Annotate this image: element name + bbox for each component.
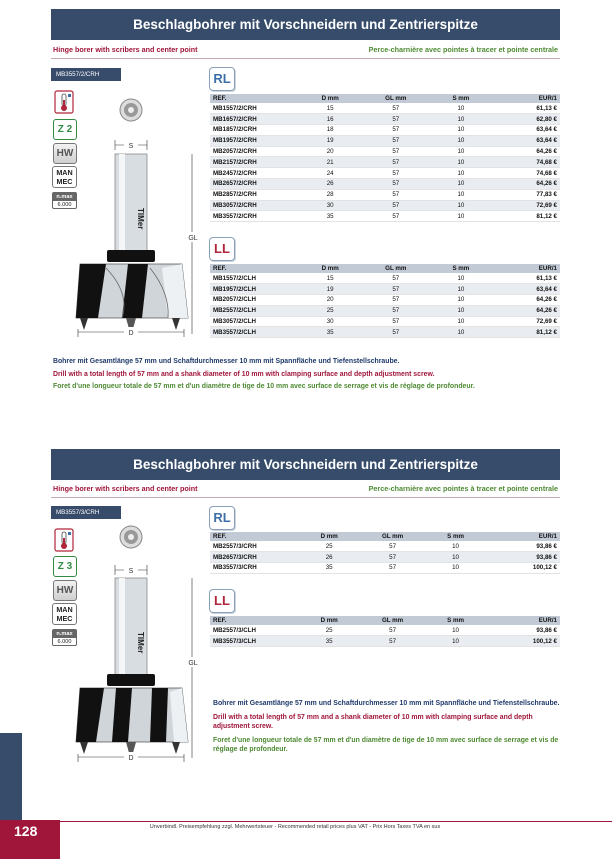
man-label: MAN: [56, 605, 73, 614]
cell-s: 10: [431, 168, 490, 179]
table-row: [210, 316, 560, 327]
col-ref: REF.: [210, 616, 300, 625]
col-d: D mm: [300, 616, 358, 625]
cell-price: 64,26 €: [491, 305, 560, 316]
table-row: [210, 135, 560, 146]
table-row: [210, 636, 560, 647]
cell-price: 72,69 €: [491, 200, 560, 211]
gl-dimension-label: GL: [188, 235, 198, 242]
cell-d: 25: [300, 541, 358, 552]
table-row: [210, 189, 560, 200]
cell-s: 10: [431, 211, 490, 222]
section-2-divider: [51, 497, 560, 498]
col-ref: REF.: [210, 94, 300, 103]
section-2-subtitle-en: Hinge borer with scribers and center point: [53, 484, 198, 493]
cell-d: 28: [300, 189, 360, 200]
table-row: [210, 125, 560, 136]
page-side-tab: [0, 733, 22, 820]
col-gl: GL mm: [360, 94, 431, 103]
teeth-count-badge: Z 3: [53, 556, 77, 577]
cell-gl: 57: [358, 552, 426, 563]
cell-s: 10: [427, 636, 485, 647]
gl-dimension-label: GL: [188, 660, 198, 667]
table-header-row: [210, 94, 560, 103]
cell-price: 64,26 €: [491, 179, 560, 190]
max-speed-label: n.max: [53, 630, 76, 638]
cell-d: 18: [300, 125, 360, 136]
ll-price-table-1: [210, 264, 560, 338]
cell-ref: MB2657/3/CRH: [210, 552, 300, 563]
cell-ref: MB3057/2/CRH: [210, 200, 300, 211]
cell-price: 81,12 €: [491, 327, 560, 338]
cell-ref: MB3557/2/CRH: [210, 211, 300, 222]
section-1-divider: [51, 58, 560, 59]
hw-material-badge: HW: [53, 143, 77, 164]
cell-d: 16: [300, 114, 360, 125]
brand-logo: TIMer: [136, 632, 145, 654]
cell-s: 10: [431, 114, 490, 125]
cell-s: 10: [431, 103, 490, 114]
table-row: [210, 211, 560, 222]
cell-d: 20: [300, 295, 360, 306]
table-row: [210, 146, 560, 157]
cell-gl: 57: [360, 179, 431, 190]
table-row: [210, 625, 560, 636]
cell-ref: MB3557/3/CLH: [210, 636, 300, 647]
col-gl: GL mm: [358, 616, 426, 625]
cell-ref: MB1657/2/CRH: [210, 114, 300, 125]
table-row: [210, 284, 560, 295]
cell-gl: 57: [358, 563, 426, 574]
cell-ref: MB2457/2/CRH: [210, 168, 300, 179]
cell-s: 10: [431, 284, 490, 295]
cell-ref: MB2057/2/CRH: [210, 146, 300, 157]
description-fr: Foret d'une longueur totale de 57 mm et d'un diamètre de tige de 10 mm avec surface de serrage et vis de réglage de profondeur.: [213, 736, 559, 753]
cell-price: 64,26 €: [491, 146, 560, 157]
cell-price: 63,64 €: [491, 125, 560, 136]
col-price: EUR/1: [484, 532, 560, 541]
ll-price-table-2: [210, 616, 560, 647]
cell-d: 35: [300, 211, 360, 222]
rl-right-hand-tag: RL: [209, 506, 235, 530]
cell-price: 77,83 €: [491, 189, 560, 200]
col-ref: REF.: [210, 264, 300, 273]
max-speed-value: 6.000: [57, 202, 72, 208]
cell-price: 74,68 €: [491, 157, 560, 168]
cell-s: 10: [431, 200, 490, 211]
cell-s: 10: [431, 179, 490, 190]
cell-price: 63,64 €: [491, 284, 560, 295]
cell-price: 100,12 €: [484, 636, 560, 647]
cell-ref: MB1957/2/CRH: [210, 135, 300, 146]
teeth-count-badge: Z 2: [53, 119, 77, 140]
rl-price-table-1: [210, 94, 560, 222]
cell-price: 63,64 €: [491, 135, 560, 146]
section-2-product-code: MB3557/3/CRH: [51, 506, 121, 519]
col-gl: GL mm: [360, 264, 431, 273]
cell-price: 93,86 €: [484, 552, 560, 563]
table-header-row: [210, 532, 560, 541]
cell-gl: 57: [360, 157, 431, 168]
drill-technical-drawing: [70, 520, 205, 772]
s-dimension-label: S: [128, 568, 134, 575]
cell-gl: 57: [360, 273, 431, 284]
cell-price: 93,86 €: [484, 625, 560, 636]
s-dimension-label: S: [128, 143, 134, 150]
col-s: S mm: [427, 532, 485, 541]
hw-material-badge: HW: [53, 580, 77, 601]
cell-d: 19: [300, 135, 360, 146]
cell-gl: 57: [360, 125, 431, 136]
rl-price-table-2: [210, 532, 560, 574]
footer-price-note: Unverbindl. Preisempfehlung zzgl. Mehrwertsteuer - Recommended retail prices plus VAT - Prix Hors Taxes TVA en sus: [149, 824, 441, 830]
footer-divider: [60, 821, 612, 822]
section-1-title: Beschlagbohrer mit Vorschneidern und Zentrierspitze: [51, 9, 560, 40]
cell-s: 10: [431, 273, 490, 284]
rl-right-hand-tag: RL: [209, 67, 235, 91]
cell-d: 25: [300, 305, 360, 316]
cell-price: 81,12 €: [491, 211, 560, 222]
cell-d: 24: [300, 168, 360, 179]
cell-s: 10: [431, 316, 490, 327]
cell-ref: MB1557/2/CRH: [210, 103, 300, 114]
man-label: MAN: [56, 168, 73, 177]
table-row: [210, 541, 560, 552]
cell-price: 100,12 €: [484, 563, 560, 574]
cell-d: 19: [300, 284, 360, 295]
ll-left-hand-tag: LL: [209, 237, 235, 261]
cell-s: 10: [427, 552, 485, 563]
table-row: [210, 157, 560, 168]
table-row: [210, 552, 560, 563]
page-number: 128: [0, 820, 60, 859]
table-row: [210, 273, 560, 284]
cell-gl: 57: [360, 295, 431, 306]
table-row: [210, 305, 560, 316]
cell-ref: MB2557/3/CLH: [210, 625, 300, 636]
cell-price: 61,13 €: [491, 103, 560, 114]
section-2-subtitle-row: [51, 483, 560, 496]
cell-ref: MB3557/3/CRH: [210, 563, 300, 574]
section-2-title: Beschlagbohrer mit Vorschneidern und Zentrierspitze: [51, 449, 560, 480]
col-s: S mm: [431, 264, 490, 273]
cell-ref: MB3057/2/CLH: [210, 316, 300, 327]
cell-d: 35: [300, 327, 360, 338]
description-de: Bohrer mit Gesamtlänge 57 mm und Schaftdurchmesser 10 mm mit Spannfläche und Tiefenstellschraube.: [213, 700, 560, 707]
cell-ref: MB2557/2/CLH: [210, 305, 300, 316]
col-ref: REF.: [210, 532, 300, 541]
cell-d: 20: [300, 146, 360, 157]
table-row: [210, 295, 560, 306]
cell-s: 10: [427, 541, 485, 552]
table-row: [210, 103, 560, 114]
cell-s: 10: [427, 625, 485, 636]
cell-gl: 57: [360, 284, 431, 295]
table-row: [210, 200, 560, 211]
cell-ref: MB1557/2/CLH: [210, 273, 300, 284]
cell-s: 10: [431, 125, 490, 136]
description-fr: Foret d'une longueur totale de 57 mm et d'un diamètre de tige de 10 mm avec surface de serrage et vis de réglage de profondeur.: [53, 383, 475, 390]
cell-s: 10: [431, 327, 490, 338]
table-row: [210, 168, 560, 179]
cell-price: 62,80 €: [491, 114, 560, 125]
col-price: EUR/1: [484, 616, 560, 625]
cell-s: 10: [431, 146, 490, 157]
table-header-row: [210, 616, 560, 625]
cell-gl: 57: [360, 103, 431, 114]
cell-gl: 57: [360, 135, 431, 146]
section-1-subtitle-fr: Perce-charnière avec pointes à tracer et pointe centrale: [368, 45, 558, 54]
table-header-row: [210, 264, 560, 273]
d-dimension-label: D: [128, 755, 134, 762]
table-row: [210, 179, 560, 190]
max-speed-value: 6.000: [57, 639, 72, 645]
cell-gl: 57: [360, 305, 431, 316]
section-1-product-code: MB3557/2/CRH: [51, 68, 121, 81]
cell-s: 10: [431, 157, 490, 168]
cell-ref: MB2857/2/CRH: [210, 189, 300, 200]
section-2-description: [213, 699, 563, 755]
mec-label: MEC: [56, 177, 73, 186]
cell-gl: 57: [360, 114, 431, 125]
d-dimension-label: D: [128, 330, 134, 337]
cell-d: 21: [300, 157, 360, 168]
col-s: S mm: [427, 616, 485, 625]
cell-ref: MB2157/2/CRH: [210, 157, 300, 168]
max-speed-label: n.max: [53, 193, 76, 201]
section-1-subtitle-en: Hinge borer with scribers and center point: [53, 45, 198, 54]
section-1-description: [53, 357, 563, 392]
cell-ref: MB1957/2/CLH: [210, 284, 300, 295]
table-row: [210, 114, 560, 125]
cell-ref: MB1857/2/CRH: [210, 125, 300, 136]
description-en: Drill with a total length of 57 mm and a shank diameter of 10 mm with clamping surface and depth adjustment screw.: [53, 370, 435, 378]
cell-d: 26: [300, 179, 360, 190]
cell-d: 30: [300, 316, 360, 327]
cell-price: 61,13 €: [491, 273, 560, 284]
table-row: [210, 563, 560, 574]
cell-gl: 57: [358, 625, 426, 636]
cell-s: 10: [431, 135, 490, 146]
cell-ref: MB2057/2/CLH: [210, 295, 300, 306]
col-price: EUR/1: [491, 264, 560, 273]
cell-price: 72,69 €: [491, 316, 560, 327]
drill-technical-drawing: [70, 88, 205, 350]
cell-price: 64,26 €: [491, 295, 560, 306]
cell-d: 30: [300, 200, 360, 211]
mec-label: MEC: [56, 614, 73, 623]
cell-gl: 57: [360, 146, 431, 157]
col-d: D mm: [300, 94, 360, 103]
cell-price: 74,68 €: [491, 168, 560, 179]
cell-s: 10: [431, 305, 490, 316]
cell-gl: 57: [360, 200, 431, 211]
col-s: S mm: [431, 94, 490, 103]
cell-gl: 57: [358, 541, 426, 552]
brand-logo: TIMer: [136, 208, 145, 230]
cell-d: 25: [300, 625, 358, 636]
cell-s: 10: [431, 189, 490, 200]
ll-left-hand-tag: LL: [209, 589, 235, 613]
table-row: [210, 327, 560, 338]
cell-gl: 57: [360, 316, 431, 327]
cell-s: 10: [427, 563, 485, 574]
cell-gl: 57: [358, 636, 426, 647]
cell-ref: MB2657/2/CRH: [210, 179, 300, 190]
cell-gl: 57: [360, 168, 431, 179]
description-en: Drill with a total length of 57 mm and a shank diameter of 10 mm with clamping surface and depth adjustment screw.: [213, 713, 533, 730]
cell-ref: MB3557/2/CLH: [210, 327, 300, 338]
cell-gl: 57: [360, 211, 431, 222]
col-price: EUR/1: [491, 94, 560, 103]
col-d: D mm: [300, 264, 360, 273]
description-de: Bohrer mit Gesamtlänge 57 mm und Schaftdurchmesser 10 mm mit Spannfläche und Tiefenstellschraube.: [53, 358, 400, 365]
col-gl: GL mm: [358, 532, 426, 541]
section-2-subtitle-fr: Perce-charnière avec pointes à tracer et pointe centrale: [368, 484, 558, 493]
cell-d: 15: [300, 103, 360, 114]
cell-price: 93,86 €: [484, 541, 560, 552]
cell-d: 35: [300, 636, 358, 647]
cell-d: 15: [300, 273, 360, 284]
cell-d: 26: [300, 552, 358, 563]
section-1-subtitle-row: [51, 44, 560, 57]
cell-gl: 57: [360, 189, 431, 200]
col-d: D mm: [300, 532, 358, 541]
cell-d: 35: [300, 563, 358, 574]
cell-s: 10: [431, 295, 490, 306]
cell-gl: 57: [360, 327, 431, 338]
cell-ref: MB2557/3/CRH: [210, 541, 300, 552]
